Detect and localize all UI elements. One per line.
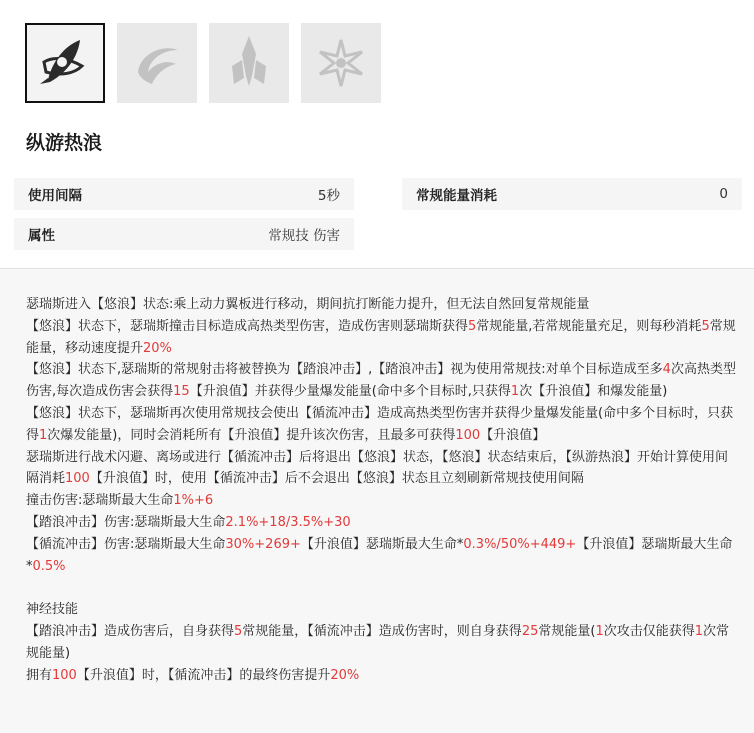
paragraph-gap	[26, 577, 736, 599]
swoosh-icon	[126, 32, 188, 94]
description-text: 【循流冲击】伤害:瑟瑞斯最大生命	[26, 536, 226, 552]
stat-attribute	[14, 218, 354, 250]
description-paragraph	[26, 359, 736, 403]
skill-description	[26, 294, 736, 686]
highlight-value: 4	[662, 362, 671, 378]
description-text: 【升浪值】瑟瑞斯最大生命*	[300, 536, 464, 552]
description-text: 【升浪值】时，【循流冲击】的最终伤害提升	[76, 667, 331, 683]
highlight-value: 100	[455, 427, 481, 443]
skill-tab-1[interactable]	[25, 23, 105, 103]
stat-interval-label: 使用间隔	[28, 188, 82, 204]
highlight-value: 1	[595, 623, 604, 639]
skill-title: 纵游热浪	[26, 132, 103, 154]
description-text: 【升浪值】时，使用【循流冲击】后不会退出【悠浪】状态且立刻刷新常规技使用间隔	[89, 471, 584, 487]
description-text: 瑟瑞斯进入【悠浪】状态:乘上动力翼板进行移动，期间抗打断能力提升，但无法自然回复常规能量	[26, 297, 590, 312]
highlight-value: 1	[39, 427, 48, 443]
skill-tab-4[interactable]	[301, 23, 381, 103]
highlight-value: 1%+6	[173, 493, 214, 509]
skill-icon-row	[25, 23, 381, 103]
highlight-value: 1	[510, 384, 520, 400]
description-text: 常规能量，移动速度提升	[26, 318, 736, 356]
description-text: 【悠浪】状态下，瑟瑞斯撞击目标造成高热类型伤害，造成伤害则瑟瑞斯获得	[26, 318, 469, 334]
description-text: 拥有	[26, 667, 53, 683]
description-paragraph	[26, 665, 736, 687]
description-text: 次【升浪值】和爆发能量)	[519, 384, 668, 400]
stat-interval-value: 5秒	[317, 188, 340, 204]
stat-energy	[402, 178, 742, 210]
description-text: 【踏浪冲击】造成伤害后，自身获得	[26, 623, 235, 639]
description-text: 常规能量(	[538, 623, 596, 639]
description-paragraph	[26, 534, 736, 578]
description-paragraph	[26, 403, 736, 447]
highlight-value: 25	[521, 623, 539, 639]
highlight-value: 1	[694, 623, 704, 639]
description-paragraph	[26, 447, 736, 491]
highlight-value: 5	[234, 623, 243, 639]
highlight-value: 2.1%+18/3.5%+30	[225, 514, 351, 530]
description-text: 撞击伤害:瑟瑞斯最大生命	[26, 493, 174, 509]
stat-energy-value: 0	[719, 186, 728, 202]
skill-tab-3[interactable]	[209, 23, 289, 103]
highlight-value: 0.5%	[32, 558, 66, 574]
description-text: 【升浪值】瑟瑞斯最大生命*	[26, 536, 733, 574]
highlight-value: 20%	[330, 667, 360, 683]
description-paragraph	[26, 490, 736, 512]
description-text: 次常规能量)	[26, 623, 730, 661]
description-paragraph	[26, 621, 736, 665]
skill-tab-2[interactable]	[117, 23, 197, 103]
description-text: 常规能量,若常规能量充足，则每秒消耗	[476, 318, 702, 334]
description-paragraph	[26, 599, 736, 621]
description-text: 次高热类型伤害,每次造成伤害会获得	[26, 362, 736, 400]
description-paragraph	[26, 294, 736, 316]
description-text: 【升浪值】并获得少量爆发能量(命中多个目标时,只获得	[189, 384, 511, 400]
stat-attribute-label: 属性	[28, 228, 55, 244]
rocket-icon	[34, 32, 96, 94]
stat-energy-label: 常规能量消耗	[416, 188, 497, 204]
description-text: 【悠浪】状态下，瑟瑞斯再次使用常规技会使出【循流冲击】造成高热类型伤害并获得少量爆发能量(命中多个目标时，只获得	[26, 405, 734, 443]
stat-interval	[14, 178, 354, 210]
description-text: 【升浪值】	[480, 427, 546, 443]
description-text: 瑟瑞斯进行战术闪避、离场或进行【循流冲击】后将退出【悠浪】状态，【悠浪】状态结束后，【纵游热浪】开始计算使用间隔消耗	[26, 449, 729, 487]
highlight-value: 100	[52, 667, 77, 683]
highlight-value: 5	[701, 318, 710, 334]
description-text: 常规能量，【循流冲击】造成伤害时，则自身获得	[242, 623, 522, 639]
highlight-value: 0.3%/50%+449+	[463, 536, 577, 552]
dagger-icon	[218, 32, 280, 94]
description-paragraph	[26, 512, 736, 534]
highlight-value: 30%+269+	[225, 536, 301, 552]
description-text: 【踏浪冲击】伤害:瑟瑞斯最大生命	[26, 514, 226, 530]
highlight-value: 20%	[143, 340, 172, 356]
highlight-value: 15	[173, 384, 190, 400]
description-text: 次爆发能量)，同时会消耗所有【升浪值】提升该次伤害，且最多可获得	[47, 427, 456, 443]
highlight-value: 100	[65, 471, 90, 487]
description-paragraph	[26, 316, 736, 360]
stat-attribute-value: 常规技 伤害	[268, 228, 340, 244]
description-text: 次攻击仅能获得	[603, 623, 695, 639]
highlight-value: 5	[468, 318, 477, 334]
description-text: 【悠浪】状态下,瑟瑞斯的常规射击将被替换为【踏浪冲击】,【踏浪冲击】视为使用常规技:对单个目标造成至多	[26, 362, 663, 378]
star-icon	[310, 32, 372, 94]
description-text: 神经技能	[26, 602, 79, 618]
